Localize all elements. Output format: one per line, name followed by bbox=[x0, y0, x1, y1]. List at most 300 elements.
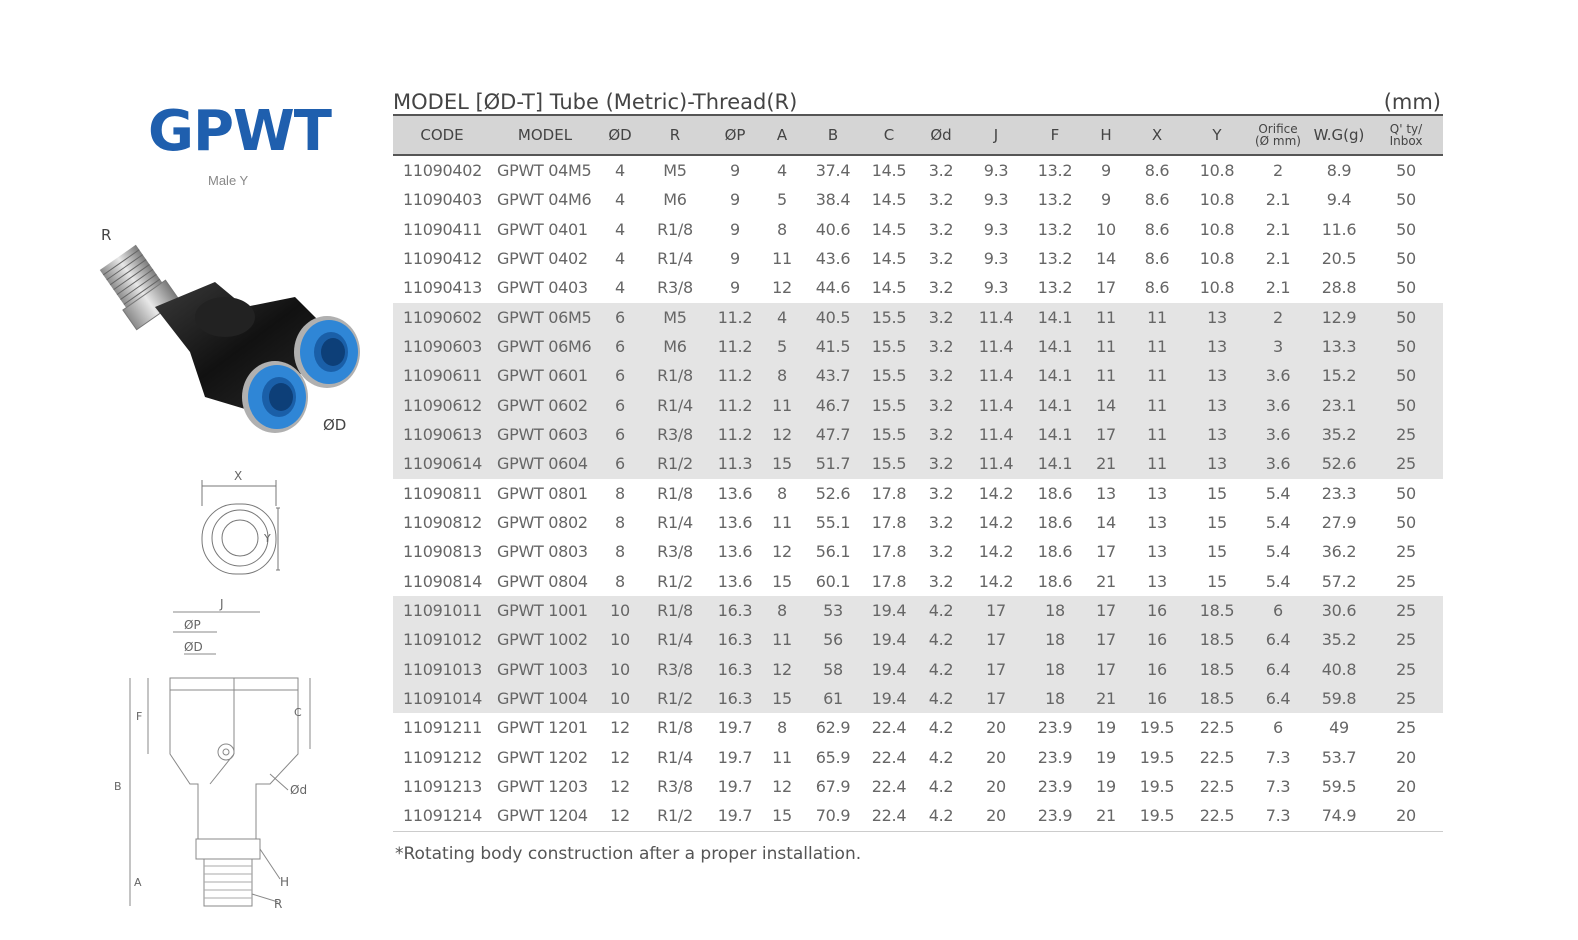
table-cell: 11.4 bbox=[967, 449, 1025, 478]
label-od-small: Ød bbox=[290, 783, 308, 797]
table-cell: 15 bbox=[1207, 483, 1227, 503]
table-cell: 3.2 bbox=[928, 190, 954, 210]
table-cell: 15 bbox=[1207, 571, 1227, 591]
table-cell: 4 bbox=[615, 278, 625, 298]
table-cell: 11090812 bbox=[403, 513, 483, 533]
column-header-sublabel: (Ø mm) bbox=[1254, 134, 1301, 148]
table-cell: 18 bbox=[1025, 684, 1085, 713]
table-cell: 5.4 bbox=[1265, 571, 1291, 591]
table-cell: 40.6 bbox=[815, 219, 851, 239]
table-cell: 14.2 bbox=[978, 513, 1014, 533]
table-cell: 2.1 bbox=[1265, 190, 1291, 210]
table-cell: 17.8 bbox=[871, 513, 907, 533]
column-header-label: Q' ty/ bbox=[1389, 122, 1423, 136]
table-cell: 11.2 bbox=[709, 332, 761, 361]
table-cell: 49 bbox=[1329, 718, 1349, 738]
table-cell: 19 bbox=[1096, 747, 1116, 767]
table-cell: 11.4 bbox=[967, 391, 1025, 420]
table-cell: 11 bbox=[772, 513, 792, 533]
table-cell: R3/8 bbox=[641, 655, 709, 684]
table-cell: 50 bbox=[1396, 249, 1416, 269]
table-cell: GPWT 0401 bbox=[497, 219, 588, 239]
table-cell: 2.1 bbox=[1265, 278, 1291, 298]
label-od: ØD bbox=[323, 416, 347, 434]
column-header: Y bbox=[1187, 115, 1247, 155]
table-cell: 12 bbox=[610, 747, 630, 767]
table-row bbox=[393, 508, 1443, 537]
table-cell: 11090412 bbox=[403, 249, 483, 269]
table-cell: 11090813 bbox=[403, 542, 483, 562]
table-cell: 18.6 bbox=[1037, 571, 1073, 591]
table-cell: 7.3 bbox=[1265, 777, 1291, 797]
table-cell: 9.3 bbox=[983, 249, 1009, 269]
table-cell: 17 bbox=[1096, 542, 1116, 562]
table-cell: 15 bbox=[1207, 542, 1227, 562]
table-cell: 17 bbox=[1085, 625, 1127, 654]
table-cell: 50 bbox=[1369, 332, 1443, 361]
table-cell: 23.9 bbox=[1037, 747, 1073, 767]
table-cell: 9.3 bbox=[983, 278, 1009, 298]
table-cell: 8.6 bbox=[1144, 249, 1170, 269]
table-cell: GPWT 0403 bbox=[497, 278, 588, 298]
table-cell: 25 bbox=[1369, 596, 1443, 625]
table-row bbox=[393, 684, 1443, 713]
table-cell: 40.8 bbox=[1309, 655, 1369, 684]
table-cell: 6 bbox=[599, 361, 641, 390]
table-cell: R1/2 bbox=[641, 801, 709, 831]
table-cell: 4 bbox=[615, 219, 625, 239]
table-cell: R3/8 bbox=[657, 278, 693, 298]
table-cell: 17 bbox=[967, 596, 1025, 625]
table-row bbox=[393, 567, 1443, 596]
column-header: ØD bbox=[599, 115, 641, 155]
table-cell: R3/8 bbox=[641, 420, 709, 449]
table-cell: 11091211 bbox=[403, 718, 483, 738]
table-cell: 15 bbox=[761, 801, 803, 831]
table-cell: 59.5 bbox=[1321, 777, 1357, 797]
table-cell: 4.2 bbox=[915, 801, 967, 831]
table-cell: 50 bbox=[1396, 161, 1416, 181]
table-cell: 17.8 bbox=[871, 483, 907, 503]
table-cell: 18 bbox=[1025, 625, 1085, 654]
table-cell: 23.9 bbox=[1037, 718, 1073, 738]
label-od-drawing: ØD bbox=[184, 640, 203, 654]
table-cell: 19.5 bbox=[1139, 747, 1175, 767]
column-header: X bbox=[1127, 115, 1187, 155]
table-cell: 11090413 bbox=[403, 278, 483, 298]
table-cell: 12 bbox=[772, 777, 792, 797]
table-cell: 11090402 bbox=[403, 161, 483, 181]
table-cell: 4 bbox=[615, 190, 625, 210]
table-cell: 6 bbox=[599, 303, 641, 332]
table-cell: 11 bbox=[761, 391, 803, 420]
table-cell: 22.4 bbox=[863, 801, 915, 831]
table-cell: 12 bbox=[761, 655, 803, 684]
column-header-sublabel: Inbox bbox=[1389, 134, 1423, 148]
table-cell: 61 bbox=[803, 684, 863, 713]
table-cell: 14 bbox=[1096, 513, 1116, 533]
table-cell: 4.2 bbox=[915, 655, 967, 684]
table-cell: 3.2 bbox=[928, 483, 954, 503]
table-cell: 11090811 bbox=[403, 483, 483, 503]
table-cell: 13 bbox=[1147, 542, 1167, 562]
table-unit: (mm) bbox=[1383, 90, 1441, 114]
table-cell: 27.9 bbox=[1321, 513, 1357, 533]
table-cell: 13 bbox=[1187, 420, 1247, 449]
table-cell: GPWT 1204 bbox=[491, 801, 599, 831]
table-cell: 11091213 bbox=[403, 777, 483, 797]
table-cell: 56 bbox=[803, 625, 863, 654]
table-cell: 10.8 bbox=[1199, 219, 1235, 239]
table-row bbox=[393, 391, 1443, 420]
table-row bbox=[393, 449, 1443, 478]
port-right bbox=[294, 316, 360, 388]
table-cell: 14.2 bbox=[978, 542, 1014, 562]
table-cell: 50 bbox=[1369, 391, 1443, 420]
table-cell: 19.7 bbox=[717, 777, 753, 797]
table-cell: 14.2 bbox=[978, 571, 1014, 591]
table-cell: 15.5 bbox=[863, 332, 915, 361]
table-cell: 19.7 bbox=[709, 801, 761, 831]
table-cell: 2.1 bbox=[1265, 249, 1291, 269]
table-cell: 20 bbox=[986, 777, 1006, 797]
table-cell: 53 bbox=[803, 596, 863, 625]
table-cell: 15.5 bbox=[863, 303, 915, 332]
table-cell: 9 bbox=[1101, 190, 1111, 210]
table-cell: 14.2 bbox=[978, 483, 1014, 503]
table-cell: 3.2 bbox=[928, 278, 954, 298]
table-cell: 52.6 bbox=[815, 483, 851, 503]
table-cell: 9.3 bbox=[983, 190, 1009, 210]
table-cell: 14 bbox=[1085, 391, 1127, 420]
table-cell: 19 bbox=[1096, 777, 1116, 797]
table-cell: 5.4 bbox=[1265, 513, 1291, 533]
table-cell: 25 bbox=[1369, 449, 1443, 478]
table-cell: 16.3 bbox=[709, 684, 761, 713]
table-cell: 25 bbox=[1396, 542, 1416, 562]
table-cell: 3.2 bbox=[928, 571, 954, 591]
table-cell: 18 bbox=[1025, 596, 1085, 625]
table-cell: 43.6 bbox=[815, 249, 851, 269]
table-cell: 23.3 bbox=[1321, 483, 1357, 503]
label-b: B bbox=[114, 780, 122, 793]
table-cell: 14.5 bbox=[871, 190, 907, 210]
product-panel bbox=[0, 0, 400, 940]
table-cell: 11091014 bbox=[393, 684, 491, 713]
table-row bbox=[393, 596, 1443, 625]
table-cell: 35.2 bbox=[1309, 625, 1369, 654]
table-cell: 3.2 bbox=[928, 542, 954, 562]
table-cell: 6 bbox=[1247, 596, 1309, 625]
product-photo bbox=[95, 222, 385, 442]
table-cell: 20 bbox=[1396, 747, 1416, 767]
table-cell: 18.5 bbox=[1187, 655, 1247, 684]
table-title: MODEL [ØD-T] Tube (Metric)-Thread(R) bbox=[393, 90, 798, 114]
table-cell: 18.6 bbox=[1037, 542, 1073, 562]
table-cell: 25 bbox=[1369, 655, 1443, 684]
table-cell: 15.5 bbox=[863, 449, 915, 478]
table-cell: 19.5 bbox=[1127, 801, 1187, 831]
table-cell: 25 bbox=[1369, 420, 1443, 449]
table-cell: 12 bbox=[610, 777, 630, 797]
table-cell: GPWT 0602 bbox=[491, 391, 599, 420]
table-cell: GPWT 1001 bbox=[491, 596, 599, 625]
table-cell: 8 bbox=[615, 483, 625, 503]
table-cell: 4.2 bbox=[928, 747, 954, 767]
table-cell: 35.2 bbox=[1309, 420, 1369, 449]
table-cell: R1/4 bbox=[641, 625, 709, 654]
table-cell: 5 bbox=[777, 190, 787, 210]
column-header: F bbox=[1025, 115, 1085, 155]
table-cell: 20 bbox=[986, 747, 1006, 767]
table-cell: 8.6 bbox=[1144, 278, 1170, 298]
table-cell: 19.4 bbox=[863, 596, 915, 625]
table-cell: 3.2 bbox=[915, 332, 967, 361]
table-cell: 10.8 bbox=[1199, 249, 1235, 269]
table-cell: 8 bbox=[777, 219, 787, 239]
table-cell: 11.4 bbox=[967, 420, 1025, 449]
table-cell: 15 bbox=[761, 684, 803, 713]
table-cell: R1/8 bbox=[641, 361, 709, 390]
table-cell: 19.4 bbox=[863, 625, 915, 654]
table-cell: 19 bbox=[1096, 718, 1116, 738]
table-cell: 20.5 bbox=[1321, 249, 1357, 269]
table-cell: 18.5 bbox=[1187, 596, 1247, 625]
table-cell: 44.6 bbox=[815, 278, 851, 298]
table-cell: 37.4 bbox=[815, 161, 851, 181]
table-cell: 11 bbox=[772, 747, 792, 767]
table-cell: 16 bbox=[1127, 684, 1187, 713]
table-cell: 6 bbox=[599, 420, 641, 449]
table-cell: R1/2 bbox=[657, 571, 693, 591]
table-cell: 11090603 bbox=[393, 332, 491, 361]
column-header: R bbox=[641, 115, 709, 155]
table-cell: 15.5 bbox=[863, 391, 915, 420]
table-cell: 17 bbox=[967, 655, 1025, 684]
table-cell: 15 bbox=[761, 449, 803, 478]
table-cell: 10 bbox=[599, 684, 641, 713]
table-cell: 14.1 bbox=[1025, 303, 1085, 332]
table-cell: 11091212 bbox=[403, 747, 483, 767]
table-cell: 50 bbox=[1396, 483, 1416, 503]
table-cell: 19.7 bbox=[717, 718, 753, 738]
table-cell: 43.7 bbox=[803, 361, 863, 390]
table-cell: 14.1 bbox=[1025, 449, 1085, 478]
table-cell: 11090612 bbox=[393, 391, 491, 420]
table-cell: 11090613 bbox=[393, 420, 491, 449]
table-cell: 9 bbox=[730, 278, 740, 298]
spec-table bbox=[393, 114, 1443, 832]
table-cell: 50 bbox=[1396, 190, 1416, 210]
table-cell: 25 bbox=[1369, 684, 1443, 713]
table-cell: M5 bbox=[663, 161, 687, 181]
table-cell: 3.6 bbox=[1247, 420, 1309, 449]
table-cell: 3.2 bbox=[915, 361, 967, 390]
table-cell: 16.3 bbox=[709, 625, 761, 654]
table-cell: 11.2 bbox=[709, 391, 761, 420]
table-cell: 18.6 bbox=[1037, 513, 1073, 533]
table-cell: 18 bbox=[1025, 655, 1085, 684]
table-cell: 13 bbox=[1187, 332, 1247, 361]
table-cell: 9.4 bbox=[1326, 190, 1352, 210]
column-header: W.G(g) bbox=[1309, 115, 1369, 155]
table-cell: 20 bbox=[967, 801, 1025, 831]
table-cell: 23.9 bbox=[1037, 777, 1073, 797]
table-row bbox=[393, 743, 1443, 772]
table-cell: 16.3 bbox=[709, 655, 761, 684]
table-cell: 4 bbox=[615, 249, 625, 269]
table-row bbox=[393, 655, 1443, 684]
table-cell: 7.3 bbox=[1265, 747, 1291, 767]
table-cell: GPWT 1201 bbox=[497, 718, 588, 738]
table-cell: 13.2 bbox=[1037, 219, 1073, 239]
table-cell: 11090403 bbox=[403, 190, 483, 210]
column-header bbox=[1247, 115, 1309, 155]
table-cell: GPWT 0402 bbox=[497, 249, 588, 269]
table-header-row bbox=[393, 115, 1443, 155]
table-cell: 60.1 bbox=[815, 571, 851, 591]
table-cell: GPWT 0601 bbox=[491, 361, 599, 390]
table-cell: GPWT 06M5 bbox=[491, 303, 599, 332]
table-cell: 5 bbox=[761, 332, 803, 361]
table-cell: 13.2 bbox=[1037, 278, 1073, 298]
table-cell: R1/4 bbox=[641, 391, 709, 420]
table-cell: 8 bbox=[615, 513, 625, 533]
table-cell: 11091013 bbox=[393, 655, 491, 684]
table-cell: 4.2 bbox=[928, 777, 954, 797]
table-cell: 2 bbox=[1273, 161, 1283, 181]
label-r-drawing: R bbox=[274, 897, 283, 911]
table-cell: 11 bbox=[1127, 303, 1187, 332]
table-cell: GPWT 1003 bbox=[491, 655, 599, 684]
table-cell: 30.6 bbox=[1309, 596, 1369, 625]
table-cell: 19.4 bbox=[863, 684, 915, 713]
table-cell: 9.3 bbox=[983, 219, 1009, 239]
table-cell: 18.5 bbox=[1187, 625, 1247, 654]
table-cell: 8 bbox=[761, 361, 803, 390]
table-cell: 8.6 bbox=[1144, 190, 1170, 210]
table-cell: 22.5 bbox=[1199, 747, 1235, 767]
table-cell: 16 bbox=[1127, 655, 1187, 684]
table-cell: 11 bbox=[1127, 361, 1187, 390]
column-header: CODE bbox=[393, 115, 491, 155]
table-cell: 13.2 bbox=[1037, 161, 1073, 181]
table-cell: 38.4 bbox=[815, 190, 851, 210]
table-cell: R1/8 bbox=[657, 483, 693, 503]
table-cell: R1/4 bbox=[657, 513, 693, 533]
table-cell: 53.7 bbox=[1321, 747, 1357, 767]
table-cell: 11.4 bbox=[967, 361, 1025, 390]
table-cell: 11.2 bbox=[709, 303, 761, 332]
table-cell: 11 bbox=[1085, 303, 1127, 332]
table-cell: 28.8 bbox=[1321, 278, 1357, 298]
table-cell: GPWT 1002 bbox=[491, 625, 599, 654]
table-cell: 11.4 bbox=[967, 303, 1025, 332]
table-cell: 3.2 bbox=[928, 219, 954, 239]
table-cell: 13.6 bbox=[717, 483, 753, 503]
table-cell: 6 bbox=[599, 391, 641, 420]
table-cell: 47.7 bbox=[803, 420, 863, 449]
table-cell: 50 bbox=[1396, 278, 1416, 298]
table-cell: 11 bbox=[1127, 420, 1187, 449]
table-cell: 4 bbox=[615, 161, 625, 181]
table-cell: 11090602 bbox=[393, 303, 491, 332]
table-body bbox=[393, 155, 1443, 831]
table-cell: 10 bbox=[599, 655, 641, 684]
table-cell: 4 bbox=[777, 161, 787, 181]
table-cell: 7.3 bbox=[1247, 801, 1309, 831]
column-header: ØP bbox=[709, 115, 761, 155]
table-cell: 13 bbox=[1187, 303, 1247, 332]
table-cell: 23.9 bbox=[1025, 801, 1085, 831]
table-cell: 11090814 bbox=[403, 571, 483, 591]
table-cell: 6 bbox=[599, 449, 641, 478]
table-cell: 4.2 bbox=[915, 596, 967, 625]
table-cell: GPWT 0801 bbox=[497, 483, 588, 503]
table-cell: 3.2 bbox=[928, 161, 954, 181]
table-cell: 19.7 bbox=[717, 747, 753, 767]
table-cell: 13 bbox=[1147, 513, 1167, 533]
table-cell: 6.4 bbox=[1247, 625, 1309, 654]
column-header-label: Orifice bbox=[1258, 122, 1298, 136]
product-subtitle: Male Y bbox=[208, 173, 249, 188]
table-cell: 55.1 bbox=[815, 513, 851, 533]
table-cell: 3 bbox=[1247, 332, 1309, 361]
table-cell: 17 bbox=[967, 684, 1025, 713]
table-cell: 20 bbox=[986, 718, 1006, 738]
table-cell: 56.1 bbox=[815, 542, 851, 562]
table-cell: 9 bbox=[730, 190, 740, 210]
table-row bbox=[393, 772, 1443, 801]
table-row bbox=[393, 244, 1443, 273]
label-r: R bbox=[101, 226, 112, 244]
table-cell: 8 bbox=[615, 571, 625, 591]
table-cell: 50 bbox=[1369, 361, 1443, 390]
table-cell: 20 bbox=[1369, 801, 1443, 831]
table-cell: 14.5 bbox=[871, 219, 907, 239]
table-cell: 5.4 bbox=[1265, 483, 1291, 503]
table-cell: 9 bbox=[730, 161, 740, 181]
table-cell: M6 bbox=[663, 190, 687, 210]
table-cell: 10.8 bbox=[1199, 278, 1235, 298]
table-cell: 13.2 bbox=[1037, 190, 1073, 210]
table-cell: 11 bbox=[1127, 449, 1187, 478]
table-heading bbox=[393, 78, 1443, 114]
table-cell: 10 bbox=[599, 596, 641, 625]
table-cell: 6.4 bbox=[1247, 684, 1309, 713]
table-cell: 3.2 bbox=[915, 303, 967, 332]
table-cell: 50 bbox=[1396, 219, 1416, 239]
table-cell: 12 bbox=[599, 801, 641, 831]
table-cell: 12 bbox=[761, 420, 803, 449]
table-cell: 62.9 bbox=[815, 718, 851, 738]
table-cell: 21 bbox=[1085, 801, 1127, 831]
table-cell: 3.2 bbox=[915, 449, 967, 478]
table-cell: 22.4 bbox=[871, 747, 907, 767]
table-cell: 11091214 bbox=[393, 801, 491, 831]
table-cell: 8.6 bbox=[1144, 161, 1170, 181]
table-cell: 9 bbox=[730, 249, 740, 269]
table-cell: 13 bbox=[1187, 361, 1247, 390]
column-header: J bbox=[967, 115, 1025, 155]
table-cell: 9 bbox=[1101, 161, 1111, 181]
label-f: F bbox=[136, 710, 143, 723]
table-cell: 3.2 bbox=[915, 420, 967, 449]
table-cell: 12 bbox=[772, 278, 792, 298]
table-cell: 67.9 bbox=[815, 777, 851, 797]
spec-table-section bbox=[393, 78, 1443, 864]
table-cell: GPWT 0603 bbox=[491, 420, 599, 449]
